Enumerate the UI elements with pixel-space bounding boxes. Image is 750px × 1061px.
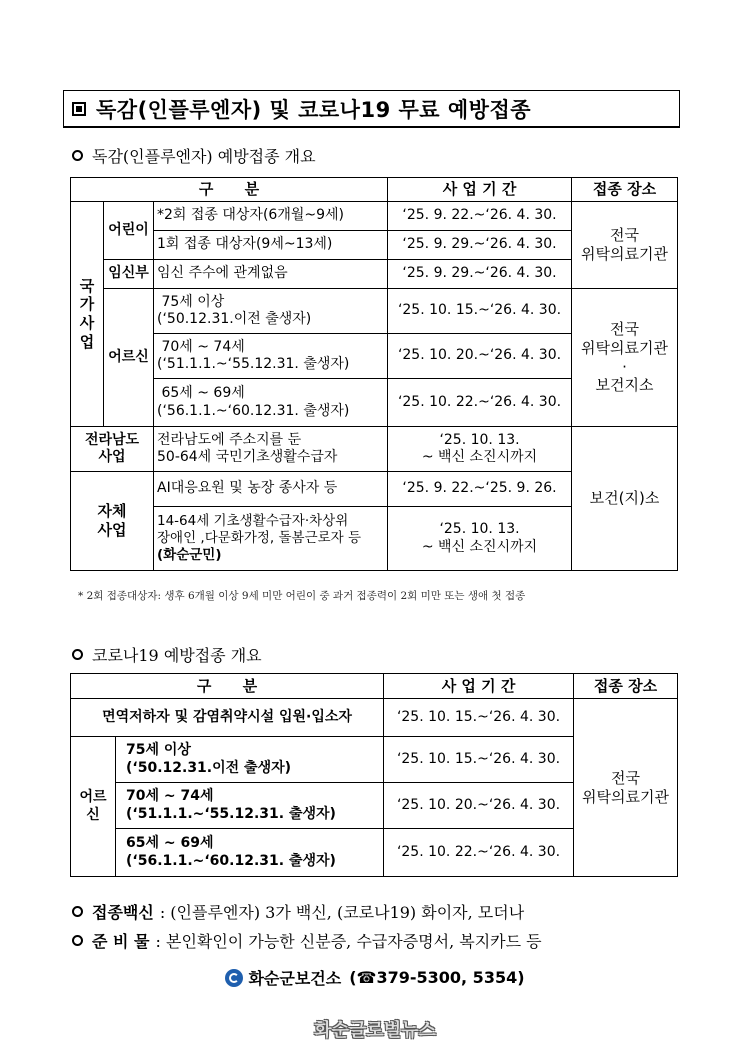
place-elderly: 전국 위탁의료기관 · 보건지소	[572, 289, 678, 427]
child2-period: ‘25. 9. 29.~‘26. 4. 30.	[388, 231, 572, 260]
child-label: 어린이	[104, 202, 154, 260]
jeonnam-label: 전라남도 사업	[71, 427, 154, 472]
prep-label: 준 비 물	[92, 932, 150, 951]
eld2-period: ‘25. 10. 20.~‘26. 4. 30.	[388, 334, 572, 379]
covid-eld2-period: ‘25. 10. 20.~‘26. 4. 30.	[384, 783, 574, 829]
covid-header-place: 접종 장소	[574, 674, 678, 699]
main-title-box	[63, 90, 680, 128]
pregnant-label: 임신부	[104, 260, 154, 289]
eld1-desc: 75세 이상 (‘50.12.31.이전 출생자)	[154, 289, 388, 334]
covid-table	[70, 673, 678, 877]
header-category: 구 분	[71, 178, 388, 202]
preg-desc: 임신 주수에 관계없음	[154, 260, 388, 289]
circle-bullet-icon	[72, 906, 83, 917]
national-project-label: 국가 사업	[71, 202, 104, 427]
covid-heading-text: 코로나19 예방접종 개요	[92, 646, 262, 665]
flu-section-heading	[72, 144, 316, 167]
covid-eld3-period: ‘25. 10. 22.~‘26. 4. 30.	[384, 829, 574, 877]
jeonnam-period: ‘25. 10. 13. ~ 백신 소진시까지	[388, 427, 572, 472]
flu-table	[70, 177, 678, 571]
covid-eld3-desc: 65세 ~ 69세 (‘56.1.1.~‘60.12.31. 출생자)	[116, 829, 384, 877]
footnote: * 2회 접종대상자: 생후 6개월 이상 9세 미만 어린이 중 과거 접종력이 2회 미만 또는 생애 첫 접종	[78, 590, 526, 602]
circle-bullet-icon	[72, 935, 83, 946]
place-health-center: 보건(지)소	[572, 427, 678, 571]
vaccine-line	[72, 900, 524, 923]
self2-desc-cell	[154, 507, 388, 571]
page-title: 독감(인플루엔자) 및 코로나19 무료 예방접종	[96, 97, 532, 122]
jeonnam-desc: 전라남도에 주소지를 둔 50-64세 국민기초생활수급자	[154, 427, 388, 472]
prep-text: : 본인확인이 가능한 신분증, 수급자증명서, 복지카드 등	[155, 932, 542, 951]
covid-row1-desc: 면역저하자 및 감염취약시설 입원·입소자	[71, 699, 384, 737]
covid-header-period: 사 업 기 간	[384, 674, 574, 699]
eld2-desc: 70세 ~ 74세 (‘51.1.1.~‘55.12.31. 출생자)	[154, 334, 388, 379]
child1-period: ‘25. 9. 22.~‘26. 4. 30.	[388, 202, 572, 231]
watermark: 화순글로벌뉴스	[314, 1020, 436, 1041]
eld3-period: ‘25. 10. 22.~‘26. 4. 30.	[388, 379, 572, 427]
vaccine-label: 접종백신	[92, 903, 154, 922]
covid-section-heading	[72, 643, 262, 666]
elderly-label: 어르신	[104, 289, 154, 427]
health-center-logo-icon	[225, 969, 243, 987]
header-period: 사 업 기 간	[388, 178, 572, 202]
covid-eld2-desc: 70세 ~ 74세 (‘51.1.1.~‘55.12.31. 출생자)	[116, 783, 384, 829]
self1-period: ‘25. 9. 22.~‘25. 9. 26.	[388, 472, 572, 507]
covid-row1-period: ‘25. 10. 15.~‘26. 4. 30.	[384, 699, 574, 737]
covid-eld1-desc: 75세 이상 (‘50.12.31.이전 출생자)	[116, 737, 384, 783]
footer-contact	[0, 966, 750, 989]
square-bullet-icon	[72, 102, 86, 116]
covid-place: 전국 위탁의료기관	[574, 699, 678, 877]
eld1-period: ‘25. 10. 15.~‘26. 4. 30.	[388, 289, 572, 334]
covid-elderly-label: 어르신	[71, 737, 116, 877]
circle-bullet-icon	[72, 649, 83, 660]
child1-desc: *2회 접종 대상자(6개월~9세)	[154, 202, 388, 231]
self2-period: ‘25. 10. 13. ~ 백신 소진시까지	[388, 507, 572, 571]
self2-desc-bold: (화순군민)	[157, 546, 222, 563]
place-child: 전국 위탁의료기관	[572, 202, 678, 289]
eld3-desc: 65세 ~ 69세 (‘56.1.1.~‘60.12.31. 출생자)	[154, 379, 388, 427]
self1-desc: AI대응요원 및 농장 종사자 등	[154, 472, 388, 507]
vaccine-text: : (인플루엔자) 3가 백신, (코로나19) 화이자, 모더나	[159, 903, 525, 922]
header-place: 접종 장소	[572, 178, 678, 202]
footer-phone: (☎379-5300, 5354)	[349, 968, 525, 987]
child2-desc: 1회 접종 대상자(9세~13세)	[154, 231, 388, 260]
flu-heading-text: 독감(인플루엔자) 예방접종 개요	[92, 147, 316, 166]
circle-bullet-icon	[72, 150, 83, 161]
covid-header-category: 구 분	[71, 674, 384, 699]
self2-desc: 14-64세 기초생활수급자·차상위 장애인 ,다문화가정, 돌봄근로자 등	[157, 513, 362, 547]
preg-period: ‘25. 9. 29.~‘26. 4. 30.	[388, 260, 572, 289]
covid-eld1-period: ‘25. 10. 15.~‘26. 4. 30.	[384, 737, 574, 783]
prep-line	[72, 929, 542, 952]
self-project-label: 자체 사업	[71, 472, 154, 571]
footer-org: 화순군보건소	[248, 969, 342, 988]
